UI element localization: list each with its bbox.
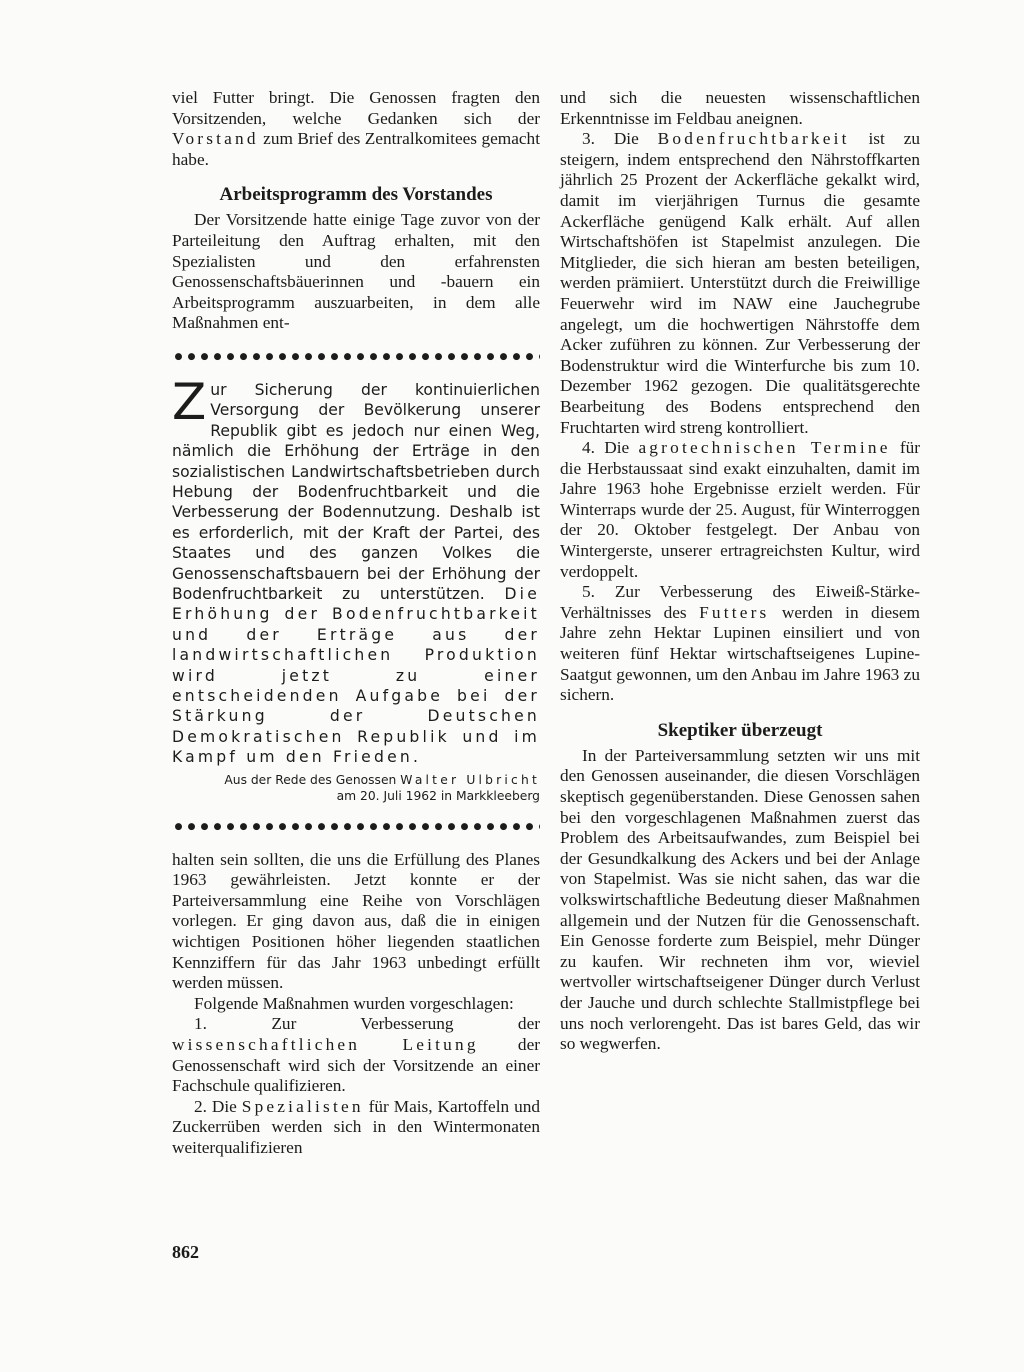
- quote-spaced-text: Die Erhöhung der Bodenfruchtbarkeit und der Erträge aus der landwirtschaftlichen Produktion wird jetzt zu einer entscheidenden Aufgabe bei der Stärkung der Deutschen Demokratischen Republik und im Kampf um den Frieden.: [172, 585, 540, 767]
- list-item: 3. Die Bodenfruchtbarkeit ist zu steigern, indem entsprechend den Nährstoffkarten jährlich 25 Prozent der Ackerfläche gekalkt wird, damit im vierjährigen Turnus die gesamte Ackerfläche genügend Kalk erhält. Auf allen Wirtschaftshöfen ist Stapelmist anzulegen. Die Mitglieder, die sich hieran am besten beteiligen, werden prämiiert. Unterstützt durch die Freiwillige Feuerwehr wird im NAW eine Jauchegrube angelegt, um die hochwertigen Nährstoffe dem Acker zuführen zu können. Zur Verbesserung der Bodenstruktur wird die Winterfurche bis zum 10. Dezember 1962 gezogen. Die qualitätsgerechte Bearbeitung des Bodens entsprechend den Fruchtarten wird streng kontrolliert.: [560, 129, 921, 437]
- intro-paragraph: viel Futter bringt. Die Genossen fragten den Vorsitzenden, welche Gedanken sich der Vorstand zum Brief des Zentralkomitees gemacht habe.: [172, 88, 540, 169]
- wavy-divider-bottom: [172, 820, 540, 832]
- right-column: [560, 88, 920, 1055]
- quote-attribution: Aus der Rede des Genossen Walter Ulbricht am 20. Juli 1962 in Markkleeberg: [224, 772, 540, 803]
- quote-box: [172, 372, 540, 804]
- section-heading: Skeptiker überzeugt: [657, 719, 823, 741]
- section-heading: Arbeitsprogramm des Vorstandes: [219, 184, 493, 206]
- paragraph: Der Vorsitzende hatte einige Tage zuvor von der Parteileitung den Auftrag erhalten, mit den Spezialisten und den erfahrensten Genossenschaftsbäuerinnen und -bauern ein Arbeitsprogramm auszuarbeiten, in dem alle Maßnahmen ent-: [172, 210, 540, 333]
- left-column: [172, 88, 540, 1159]
- attribution-name: Walter Ulbricht: [400, 772, 540, 787]
- paragraph: und sich die neuesten wissenschaftlichen Erkenntnisse im Feldbau aneignen.: [560, 88, 920, 128]
- paragraph: In der Parteiversammlung setzten wir uns mit den Genossen auseinander, die diesen Vorschlägen skeptisch gegenüberstanden. Diese Genossen sahen bei den vorgeschlagenen Maßnahmen zuerst das Problem des Arbeitsaufwandes, zum Beispiel bei der Gesundkalkung des Ackers und bei der Anlage von Stapelmist. Was sie nicht sahen, das war die volkswirtschaftliche Bedeutung dieser Maßnahmen allgemein und der Nutzen für die Genossenschaft. Ein Genosse forderte zum Beispiel, mehr Dünger zu kaufen. Wir rechneten ihm vor, wieviel wertvoller wirtschaftseigener Dünger durch Verlust der Jauche und durch schlechte Stallmistpflege bei uns noch verlorengeht. Das ist bares Geld, das wir so wegwerfen.: [560, 745, 920, 1054]
- list-item: 1. Zur Verbesserung der wissenschaftlichen Leitung der Genossenschaft wird sich der Vorsitzende an einer Fachschule qualifizieren.: [172, 1014, 540, 1096]
- paragraph: halten sein sollten, die uns die Erfüllung des Planes 1963 gewährleisten. Jetzt konnte er der Parteiversammlung eine Reihe von Vorschlägen vorlegen. Er ging davon aus, daß die in einigen wichtigen Positionen höher liegenden staatlichen Kennziffern für das Jahr 1963 unbedingt erfüllt werden müssen.: [172, 849, 540, 993]
- paragraph: Folgende Maßnahmen wurden vorgeschlagen:: [194, 993, 514, 1013]
- wavy-divider-top: [172, 350, 540, 362]
- page-number: 862: [172, 1242, 199, 1262]
- quote-text: ur Sicherung der kontinuierlichen Versorgung der Bevölkerung unserer Republik gibt es jedoch nur einen Weg, nämlich die Erhöhung der Erträge in den sozialistischen Landwirtschaftsbetrieben durch Hebung der Bodenfruchtbarkeit und die Verbesserung der Bodennutzung. Deshalb ist es erforderlich, mit der Kraft der Partei, des Staates und des ganzen Volkes die Genossenschaftsbauern bei der Erhöhung der Bodenfruchtbarkeit zu unterstützen.: [172, 380, 540, 603]
- drop-cap: Z: [172, 372, 207, 431]
- list-item: 5. Zur Verbesserung des Eiweiß-Stärke-Verhältnisses des Futters werden in diesem Jahre zehn Hektar Lupinen einsiliert und von weiteren fünf Hektar wirtschaftseigenes Lupine-Saatgut gewonnen, um den Anbau im Jahre 1963 zu sichern.: [560, 582, 920, 705]
- list-item: 4. Die agrotechnischen Termine für die Herbstaussaat sind exakt einzuhalten, damit im Jahre 1963 hohe Ergebnisse erzielt werden. Für Winterraps wurde der 25. August, für Winterroggen der 20. Oktober festgelegt. Der Anbau von Wintergerste, unserer ertragreichsten Kultur, wird verdoppelt.: [560, 438, 921, 581]
- list-item: 2. Die Spezialisten für Mais, Kartoffeln und Zuckerrüben werden sich in den Wintermonaten weiterqualifizieren: [172, 1096, 541, 1157]
- spaced-word: Vorstand: [172, 129, 259, 149]
